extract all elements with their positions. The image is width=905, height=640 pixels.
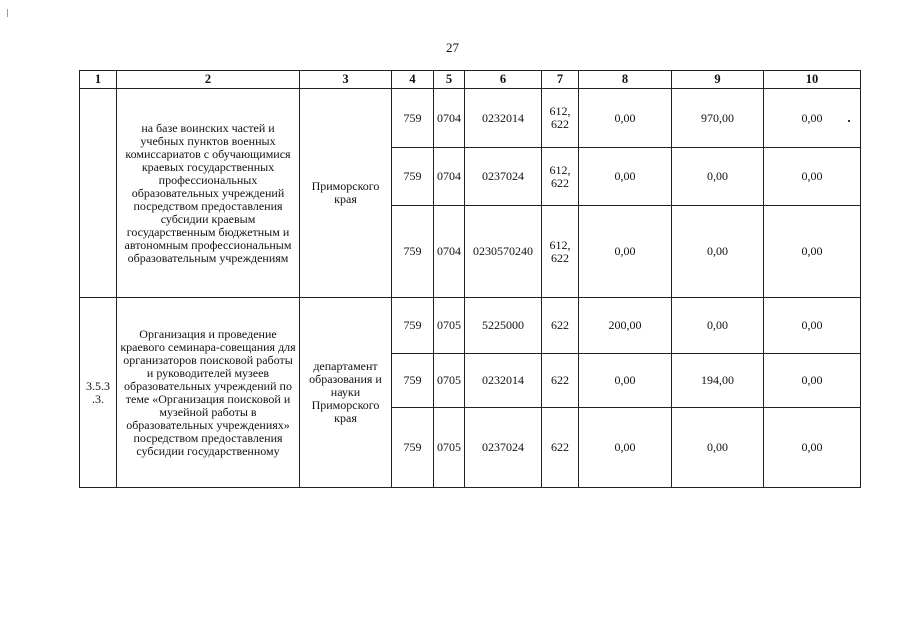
cell-c6: 0237024 bbox=[465, 148, 542, 206]
scan-artifact bbox=[848, 120, 850, 122]
cell-c10: 0,00 bbox=[764, 408, 861, 488]
header-row bbox=[80, 71, 861, 89]
cell-c10: 0,00 bbox=[764, 298, 861, 354]
cell-c4: 759 bbox=[392, 354, 434, 408]
cell-c7: 622 bbox=[542, 298, 579, 354]
cell-c8: 0,00 bbox=[579, 354, 672, 408]
cell-c5: 0704 bbox=[434, 206, 465, 298]
header-cell: 2 bbox=[117, 71, 300, 89]
header-cell: 4 bbox=[392, 71, 434, 89]
cell-c9: 0,00 bbox=[672, 148, 764, 206]
cell-c9: 0,00 bbox=[672, 206, 764, 298]
cell-c7: 612, 622 bbox=[542, 148, 579, 206]
cell-c5: 0705 bbox=[434, 298, 465, 354]
cell-c4: 759 bbox=[392, 206, 434, 298]
header-cell: 5 bbox=[434, 71, 465, 89]
cell-c8: 0,00 bbox=[579, 89, 672, 148]
cell-c6: 0232014 bbox=[465, 354, 542, 408]
cell-c8: 0,00 bbox=[579, 148, 672, 206]
cell-c9: 0,00 bbox=[672, 298, 764, 354]
cell-c7: 622 bbox=[542, 354, 579, 408]
cell-c6: 5225000 bbox=[465, 298, 542, 354]
budget-table bbox=[79, 70, 861, 488]
description-cell: на базе воинских частей и учебных пунктов военных комиссариатов с обучающимися краевых государственных профессиональных образовательных учреждений посредством предоставления субсидии краевым государственным бюджетным и автономным профессиональным образовательным учреждениям bbox=[117, 89, 300, 298]
scan-artifact bbox=[7, 9, 8, 17]
cell-c7: 622 bbox=[542, 408, 579, 488]
cell-c7: 612, 622 bbox=[542, 89, 579, 148]
cell-c6: 0230570240 bbox=[465, 206, 542, 298]
cell-c10: 0,00 bbox=[764, 354, 861, 408]
table-row bbox=[80, 89, 861, 148]
cell-c10: 0,00 bbox=[764, 148, 861, 206]
cell-c8: 0,00 bbox=[579, 206, 672, 298]
organization-cell: Приморского края bbox=[300, 89, 392, 298]
cell-c5: 0704 bbox=[434, 148, 465, 206]
cell-c4: 759 bbox=[392, 298, 434, 354]
header-cell: 8 bbox=[579, 71, 672, 89]
organization-cell: департамент образования и науки Приморского края bbox=[300, 298, 392, 488]
cell-c5: 0705 bbox=[434, 354, 465, 408]
table-row bbox=[80, 298, 861, 354]
cell-c5: 0704 bbox=[434, 89, 465, 148]
page-number: 27 bbox=[446, 40, 459, 55]
cell-c6: 0237024 bbox=[465, 408, 542, 488]
cell-c10: 0,00 bbox=[764, 206, 861, 298]
row-number-cell: 3.5.3 .3. bbox=[80, 298, 117, 488]
header-cell: 3 bbox=[300, 71, 392, 89]
cell-c6: 0232014 bbox=[465, 89, 542, 148]
header-cell: 10 bbox=[764, 71, 861, 89]
description-cell: Организация и проведение краевого семинара-совещания для организаторов поисковой работы и руководителей музеев образовательных учреждений по теме «Организация поисковой и музейной работы в образовательных учреждениях» посредством предоставления субсидии государственному bbox=[117, 298, 300, 488]
cell-c7: 612, 622 bbox=[542, 206, 579, 298]
cell-c5: 0705 bbox=[434, 408, 465, 488]
row-number-cell bbox=[80, 89, 117, 298]
cell-c8: 0,00 bbox=[579, 408, 672, 488]
cell-c9: 970,00 bbox=[672, 89, 764, 148]
header-cell: 9 bbox=[672, 71, 764, 89]
header-cell: 6 bbox=[465, 71, 542, 89]
cell-c4: 759 bbox=[392, 408, 434, 488]
cell-c9: 0,00 bbox=[672, 408, 764, 488]
cell-c10: 0,00 bbox=[764, 89, 861, 148]
cell-c8: 200,00 bbox=[579, 298, 672, 354]
cell-c4: 759 bbox=[392, 148, 434, 206]
cell-c4: 759 bbox=[392, 89, 434, 148]
cell-c9: 194,00 bbox=[672, 354, 764, 408]
header-cell: 1 bbox=[80, 71, 117, 89]
header-cell: 7 bbox=[542, 71, 579, 89]
